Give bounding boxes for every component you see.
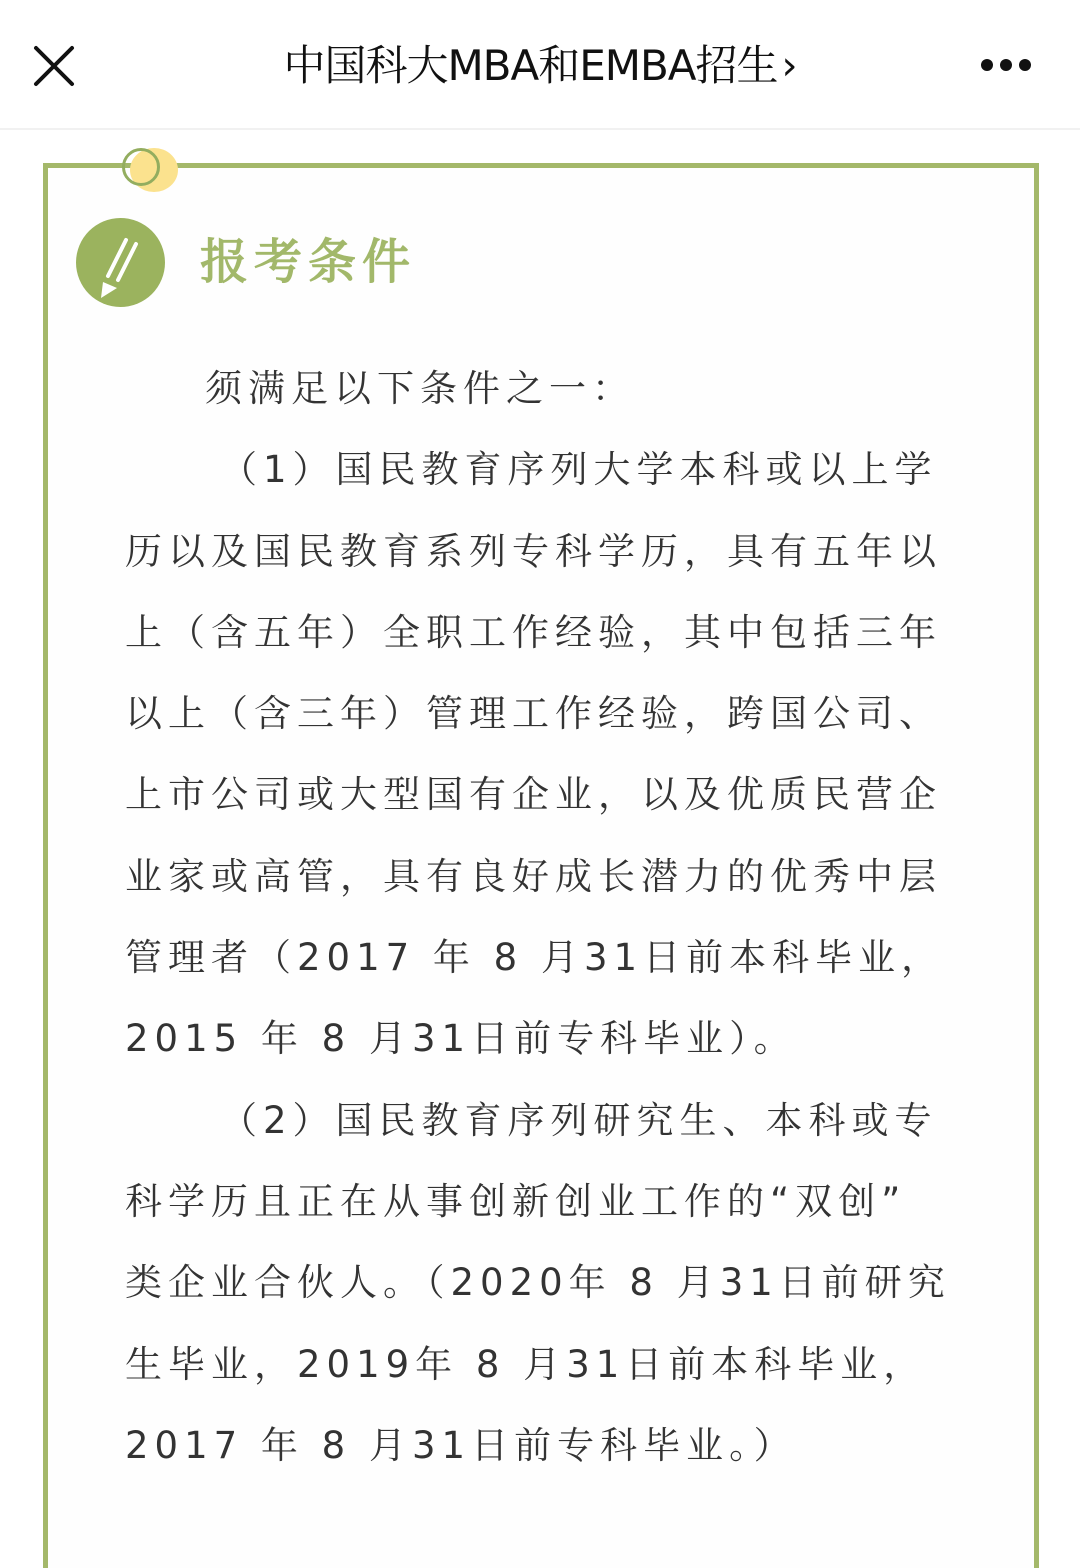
pencil-badge <box>76 218 165 307</box>
condition-1-line: 管理者（2017 年 8 月31日前本科毕业， <box>125 936 945 980</box>
condition-2-line: 生毕业，2019年 8 月31日前本科毕业， <box>125 1342 927 1386</box>
condition-1-line: 2015 年 8 月31日前专科毕业）。 <box>125 1017 797 1061</box>
condition-2-line: 2017 年 8 月31日前专科毕业。） <box>125 1423 797 1467</box>
condition-1-line: 以上（含三年）管理工作经验，跨国公司、 <box>125 692 942 736</box>
condition-1-line: 上（含五年）全职工作经验，其中包括三年 <box>125 610 942 654</box>
condition-2-line: 类企业合伙人。（2020年 8 月31日前研究 <box>125 1261 951 1305</box>
decorative-ring-icon <box>122 148 160 186</box>
condition-1-line: 历以及国民教育系列专科学历，具有五年以 <box>125 529 942 573</box>
condition-1-line: 业家或高管，具有良好成长潜力的优秀中层 <box>125 854 942 898</box>
condition-2-line: 科学历且正在从事创新创业工作的“双创” <box>125 1179 907 1223</box>
more-dot-icon <box>1000 59 1012 71</box>
more-dot-icon <box>981 59 993 71</box>
requirements-text <box>125 348 955 1486</box>
pencil-icon <box>76 218 165 307</box>
chevron-right-icon: › <box>781 43 797 89</box>
more-dot-icon <box>1019 59 1031 71</box>
section-title: 报考条件 <box>200 234 417 290</box>
account-title-link[interactable] <box>0 38 1080 94</box>
nav-bar <box>0 0 1080 130</box>
condition-2-line: （2）国民教育序列研究生、本科或专 <box>220 1098 938 1142</box>
account-name: 中国科大MBA和EMBA招生 <box>283 41 778 90</box>
condition-1-line: （1）国民教育序列大学本科或以上学 <box>220 448 938 492</box>
condition-1-line: 上市公司或大型国有企业，以及优质民营企 <box>125 773 942 817</box>
more-options-button[interactable] <box>975 50 1035 80</box>
intro-line: 须满足以下条件之一： <box>205 367 635 410</box>
